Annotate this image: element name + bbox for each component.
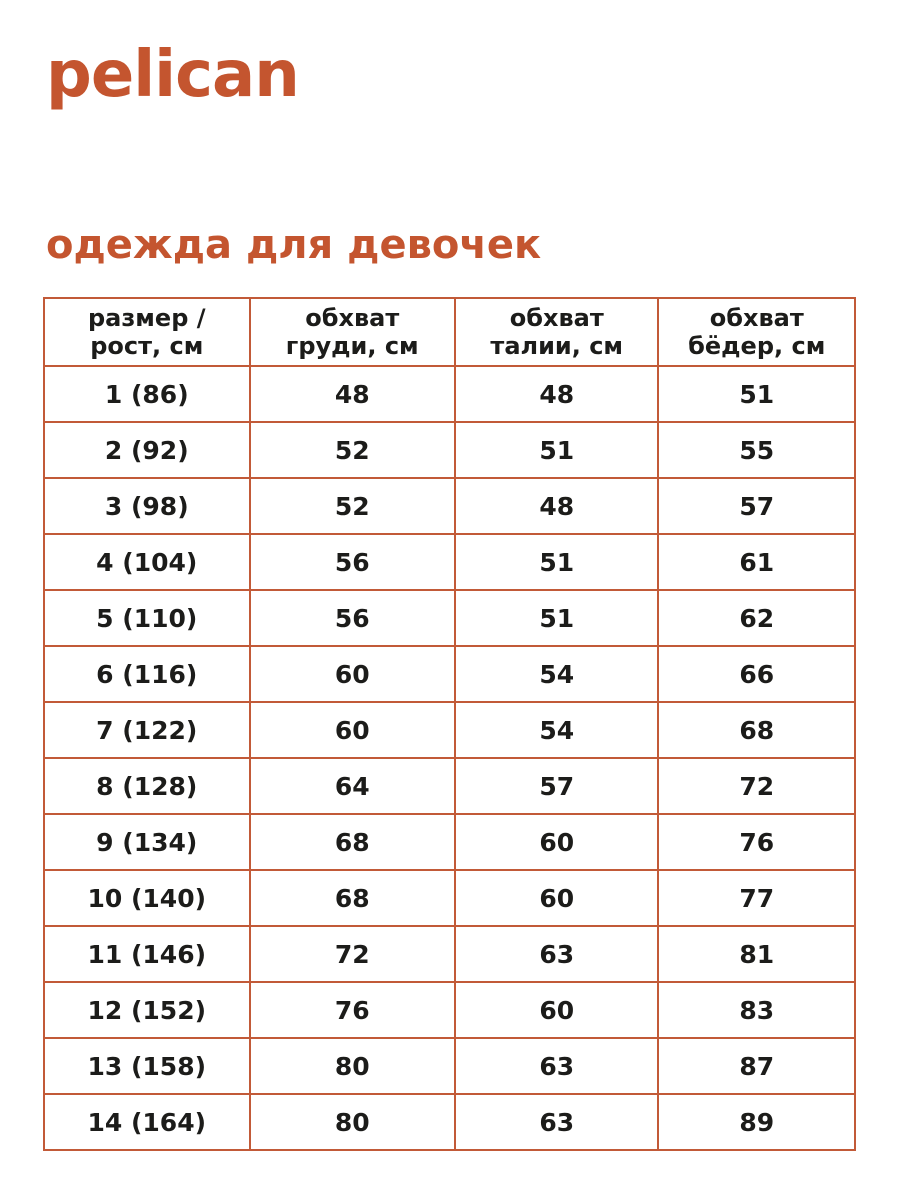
size-chart-table [43,297,856,1151]
measurement-cell: 62 [658,590,855,646]
size-cell: 10 (140) [44,870,250,926]
size-table-body [44,366,855,1150]
table-row [44,646,855,702]
table-row [44,590,855,646]
measurement-cell: 68 [250,814,456,870]
measurement-cell: 61 [658,534,855,590]
measurement-cell: 63 [455,1038,658,1094]
table-row [44,982,855,1038]
measurement-cell: 48 [455,366,658,422]
size-cell: 11 (146) [44,926,250,982]
size-cell: 7 (122) [44,702,250,758]
size-cell: 13 (158) [44,1038,250,1094]
measurement-cell: 51 [455,590,658,646]
measurement-cell: 80 [250,1038,456,1094]
size-cell: 5 (110) [44,590,250,646]
measurement-cell: 60 [455,870,658,926]
measurement-cell: 68 [250,870,456,926]
measurement-cell: 51 [658,366,855,422]
header-size-height: размер / рост, см [44,298,250,366]
page-title: одежда для девочек [46,222,542,268]
table-row [44,422,855,478]
table-row [44,870,855,926]
measurement-cell: 87 [658,1038,855,1094]
measurement-cell: 55 [658,422,855,478]
measurement-cell: 77 [658,870,855,926]
table-row [44,366,855,422]
measurement-cell: 81 [658,926,855,982]
measurement-cell: 51 [455,534,658,590]
table-row [44,1094,855,1150]
size-cell: 1 (86) [44,366,250,422]
measurement-cell: 76 [250,982,456,1038]
header-waist: обхват талии, см [455,298,658,366]
measurement-cell: 54 [455,702,658,758]
measurement-cell: 48 [250,366,456,422]
size-cell: 9 (134) [44,814,250,870]
measurement-cell: 57 [455,758,658,814]
pelican-logo: pelican [46,38,299,112]
table-row [44,814,855,870]
size-cell: 3 (98) [44,478,250,534]
measurement-cell: 54 [455,646,658,702]
measurement-cell: 89 [658,1094,855,1150]
measurement-cell: 60 [250,646,456,702]
size-cell: 2 (92) [44,422,250,478]
size-cell: 8 (128) [44,758,250,814]
size-cell: 4 (104) [44,534,250,590]
header-row [44,298,855,366]
measurement-cell: 63 [455,1094,658,1150]
measurement-cell: 66 [658,646,855,702]
measurement-cell: 56 [250,534,456,590]
measurement-cell: 48 [455,478,658,534]
table-row [44,702,855,758]
measurement-cell: 64 [250,758,456,814]
size-cell: 6 (116) [44,646,250,702]
measurement-cell: 83 [658,982,855,1038]
measurement-cell: 60 [250,702,456,758]
measurement-cell: 72 [658,758,855,814]
header-chest: обхват груди, см [250,298,456,366]
measurement-cell: 52 [250,422,456,478]
measurement-cell: 68 [658,702,855,758]
measurement-cell: 60 [455,814,658,870]
measurement-cell: 56 [250,590,456,646]
measurement-cell: 52 [250,478,456,534]
size-cell: 14 (164) [44,1094,250,1150]
header-hips: обхват бёдер, см [658,298,855,366]
measurement-cell: 72 [250,926,456,982]
table-row [44,926,855,982]
measurement-cell: 51 [455,422,658,478]
measurement-cell: 57 [658,478,855,534]
size-table-header [44,298,855,366]
measurement-cell: 60 [455,982,658,1038]
table-row [44,478,855,534]
measurement-cell: 80 [250,1094,456,1150]
table-row [44,758,855,814]
size-cell: 12 (152) [44,982,250,1038]
measurement-cell: 76 [658,814,855,870]
table-row [44,534,855,590]
measurement-cell: 63 [455,926,658,982]
table-row [44,1038,855,1094]
